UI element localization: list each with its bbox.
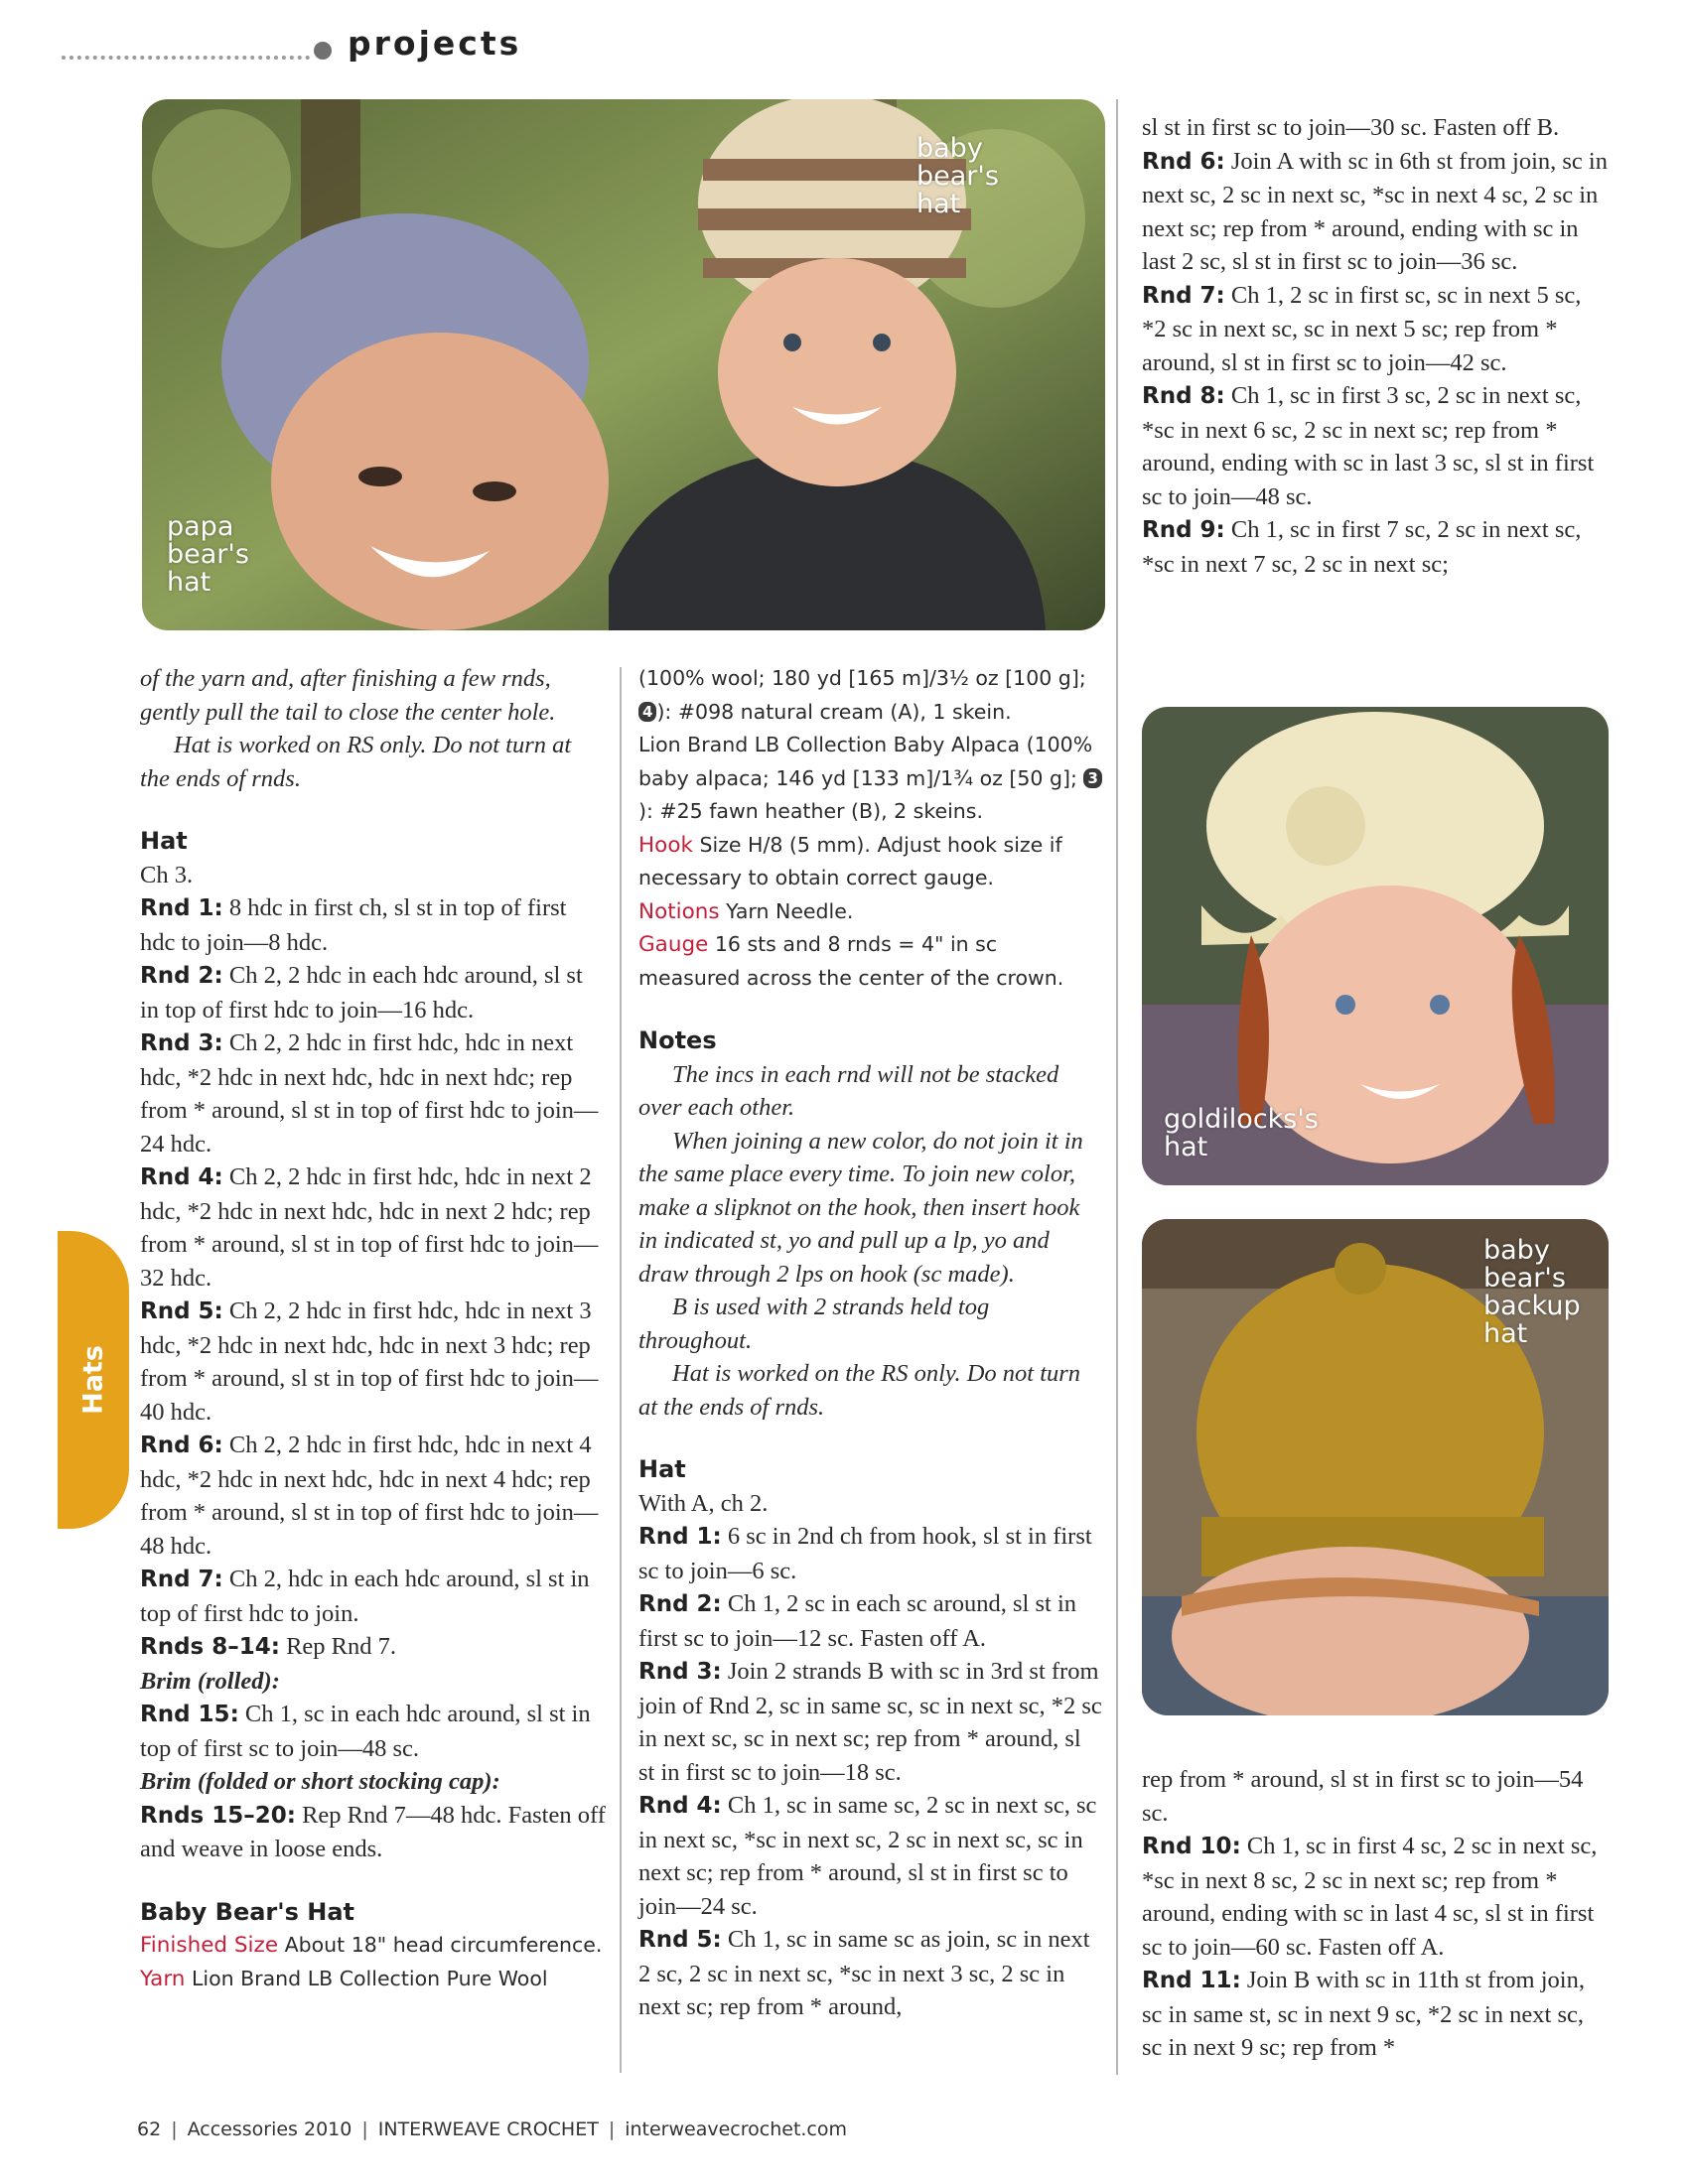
column-1: [140, 662, 607, 1995]
col3-rnd-6: Rnd 6: Join A with sc in 6th st from join, sc in next sc, 2 sc in next sc, *sc in next 4 sc, 2 sc in next sc; rep from * around, ending with sc in last 2 sc, sl st in first sc to join—36 sc.: [1142, 147, 1608, 275]
col2-notions: Notions Yarn Needle.: [638, 898, 854, 924]
page-footer: 62 | Accessories 2010 | INTERWEAVE CROCHET | interweavecrochet.com: [137, 2118, 848, 2140]
magazine-url[interactable]: interweavecrochet.com: [625, 2118, 848, 2140]
magazine-name: INTERWEAVE CROCHET: [377, 2118, 599, 2140]
page-number: 62: [137, 2118, 162, 2140]
col1-rnd-4: Rnd 4: Ch 2, 2 hdc in first hdc, hdc in next 2 hdc, *2 hdc in next hdc, hdc in next 2 hdc; rep from * around, sl st in top of first hdc to join—32 hdc.: [140, 1163, 599, 1292]
column-3-bottom: [1142, 1763, 1609, 2065]
col2-rnd-4: Rnd 4: Ch 1, sc in same sc, 2 sc in next sc, sc in next sc, *sc in next sc, 2 sc in next sc, sc in next sc; rep from * around, sl st in first sc to join—24 sc.: [638, 1792, 1097, 1920]
col3-rnd-8: Rnd 8: Ch 1, sc in first 3 sc, 2 sc in next sc, *sc in next 6 sc, 2 sc in next sc; rep from * around, ending with sc in last 3 sc, sl st in first sc to join—48 sc.: [1142, 382, 1595, 510]
col1-yarn: Yarn Lion Brand LB Collection Pure Wool: [140, 1966, 548, 1991]
col2-rnd-3: Rnd 3: Join 2 strands B with sc in 3rd st from join of Rnd 2, sc in same sc, sc in next sc, *2 sc in next sc, sc in next sc; rep from * around, sl st in first sc to join—18 sc.: [638, 1658, 1102, 1786]
col2-hat-heading: Hat: [638, 1455, 686, 1483]
col2-hook: Hook Size H/8 (5 mm). Adjust hook size if necessary to obtain correct gauge.: [638, 832, 1062, 889]
column-2: [638, 662, 1103, 2024]
col1-rnd-7: Rnd 7: Ch 2, hdc in each hdc around, sl st in top of first hdc to join.: [140, 1566, 590, 1627]
col1-hat-heading: Hat: [140, 827, 188, 855]
col2-note-2: When joining a new color, do not join it in the same place every time. To join new color, make a slipknot on the hook, then insert hook in indicated st, yo and pull up a lp, yo and draw through 2 lps on hook (sc made).: [638, 1127, 1083, 1288]
caption-papa-bears-hat: papa bear's hat: [167, 511, 249, 598]
col1-finished-size: Finished Size About 18" head circumference.: [140, 1933, 603, 1958]
col1-brim-rolled: Brim (rolled):: [140, 1667, 280, 1695]
col3-rnd-11: Rnd 11: Join B with sc in 11th st from join, sc in same st, sc in next 9 sc, *2 sc in next sc, sc in next 9 sc; rep from *: [1142, 1967, 1585, 2061]
yarn-weight-4-icon: 4: [638, 702, 656, 722]
header-bullet: [314, 42, 332, 60]
yarn-weight-3-icon: 3: [1083, 768, 1101, 788]
column-divider-2: [1116, 99, 1118, 2075]
col1-baby-bear-heading: Baby Bear's Hat: [140, 1897, 355, 1926]
issue-name: Accessories 2010: [187, 2118, 352, 2140]
section-title: projects: [348, 24, 522, 63]
col1-rnds-15-20: Rnds 15–20: Rep Rnd 7—48 hdc. Fasten off and weave in loose ends.: [140, 1801, 606, 1862]
col1-rnd-6: Rnd 6: Ch 2, 2 hdc in first hdc, hdc in next 4 hdc, *2 hdc in next hdc, hdc in next 4 hdc; rep from * around, sl st in top of first hdc to join—48 hdc.: [140, 1432, 599, 1560]
col2-material-1: (100% wool; 180 yd [165 m]/3½ oz [100 g]; 4 ): #098 natural cream (A), 1 skein.: [638, 666, 1086, 724]
col2-note-4: Hat is worked on the RS only. Do not turn at the ends of rnds.: [638, 1360, 1081, 1421]
col3-rnd-9: Rnd 9: Ch 1, sc in first 7 sc, 2 sc in next sc, *sc in next 7 sc, 2 sc in next sc;: [1142, 516, 1582, 578]
caption-baby-bears-backup-hat: baby bear's backup hat: [1483, 1235, 1581, 1349]
caption-goldilocks-hat: goldilocks's hat: [1164, 1104, 1319, 1162]
side-tab-label: Hats: [77, 1345, 109, 1415]
col1-rnd-3: Rnd 3: Ch 2, 2 hdc in first hdc, hdc in next hdc, *2 hdc in next hdc, hdc in next hdc; rep from * around, sl st in top of first hdc to join—24 hdc.: [140, 1029, 599, 1158]
col1-rnd-5: Rnd 5: Ch 2, 2 hdc in first hdc, hdc in next 3 hdc, *2 hdc in next hdc, hdc in next 3 hdc; rep from * around, sl st in top of first hdc to join—40 hdc.: [140, 1297, 599, 1426]
header-dotted-rule: [62, 42, 310, 60]
col1-rnd-1: Rnd 1: 8 hdc in first ch, sl st in top of first hdc to join—8 hdc.: [140, 894, 567, 956]
col1-intro: of the yarn and, after finishing a few rnds, gently pull the tail to close the center hole.: [140, 665, 556, 726]
caption-baby-bears-hat: baby bear's hat: [916, 133, 999, 219]
side-tab-hats: [58, 1231, 129, 1529]
col1-chain: Ch 3.: [140, 861, 194, 888]
col3-continuation: sl st in first sc to join—30 sc. Fasten off B.: [1142, 114, 1560, 141]
col2-gauge: Gauge 16 sts and 8 rnds = 4" in sc measured across the center of the crown.: [638, 932, 1064, 990]
col2-material-2: Lion Brand LB Collection Baby Alpaca (100% baby alpaca; 146 yd [133 m]/1¾ oz [50 g]; 3): #25 fawn heather (B), 2 skeins.: [638, 729, 1103, 829]
col1-rnds-8-14: Rnds 8–14: Rep Rnd 7.: [140, 1633, 397, 1660]
column-3-top: [1142, 111, 1609, 581]
column-divider-1: [620, 667, 622, 2073]
col1-brim-folded: Brim (folded or short stocking cap):: [140, 1768, 500, 1795]
col2-rnd-2: Rnd 2: Ch 1, 2 sc in each sc around, sl st in first sc to join—12 sc. Fasten off A.: [638, 1590, 1077, 1652]
col1-note: Hat is worked on RS only. Do not turn at the ends of rnds.: [140, 732, 572, 792]
col2-rnd-1: Rnd 1: 6 sc in 2nd ch from hook, sl st in first sc to join—6 sc.: [638, 1523, 1092, 1584]
col3-continuation-2: rep from * around, sl st in first sc to join—54 sc.: [1142, 1766, 1584, 1827]
col2-note-1: The incs in each rnd will not be stacked over each other.: [638, 1060, 1059, 1121]
col1-rnd-15: Rnd 15: Ch 1, sc in each hdc around, sl st in top of first sc to join—48 sc.: [140, 1701, 591, 1762]
col2-rnd-5: Rnd 5: Ch 1, sc in same sc as join, sc in next 2 sc, 2 sc in next sc, *sc in next 3 sc, 2 sc in next sc; rep from * around,: [638, 1926, 1090, 2020]
col2-with-a: With A, ch 2.: [638, 1489, 769, 1517]
col2-notes-heading: Notes: [638, 1026, 717, 1054]
col3-rnd-7: Rnd 7: Ch 1, 2 sc in first sc, sc in next 5 sc, *2 sc in next sc, sc in next 5 sc; rep from * around, sl st in first sc to join—42 sc.: [1142, 281, 1582, 376]
col1-rnd-2: Rnd 2: Ch 2, 2 hdc in each hdc around, sl st in top of first hdc to join—16 hdc.: [140, 962, 583, 1024]
col3-rnd-10: Rnd 10: Ch 1, sc in first 4 sc, 2 sc in next sc, *sc in next 8 sc, 2 sc in next sc; rep from * around, ending with sc in last 4 sc, sl st in first sc to join—60 sc. Fasten off A.: [1142, 1833, 1598, 1961]
col2-note-3: B is used with 2 strands held tog throughout.: [638, 1294, 990, 1354]
